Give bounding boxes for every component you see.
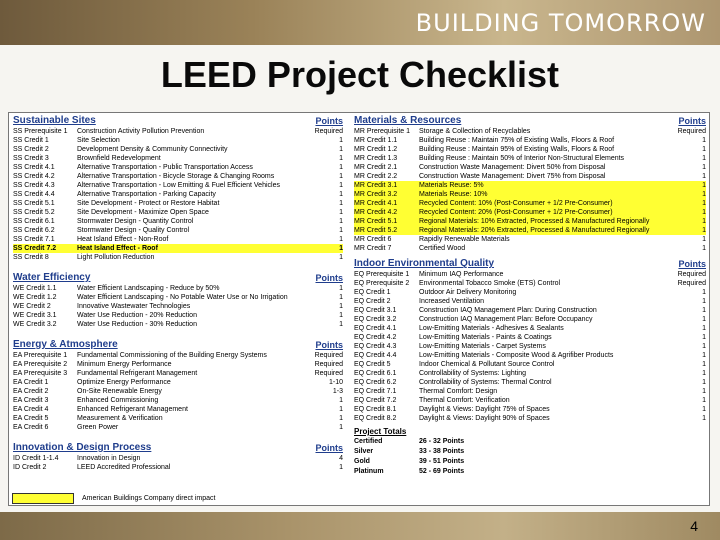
table-row (13, 284, 343, 293)
table-row (13, 145, 343, 154)
credit-code: EA Prerequisite 1 (13, 352, 68, 359)
legend (12, 493, 215, 504)
credit-points: 1 (339, 406, 343, 413)
table-row (13, 293, 343, 302)
credit-points: 1 (339, 424, 343, 431)
credit-name: Rapidly Renewable Materials (419, 236, 510, 243)
left-column (13, 115, 343, 472)
credit-points: 4 (339, 455, 343, 462)
table-row (354, 369, 706, 378)
table-row (354, 306, 706, 315)
table-row (354, 145, 706, 154)
credit-name: Enhanced Refrigerant Management (77, 406, 188, 413)
project-totals (354, 427, 706, 477)
credit-points: 1-3 (332, 388, 343, 395)
credit-code: EQ Credit 6.2 (354, 379, 397, 386)
credit-points: 1 (702, 316, 706, 323)
credit-code: MR Credit 5.1 (354, 218, 398, 225)
credit-code: MR Credit 5.2 (354, 227, 398, 234)
section-heading (354, 115, 706, 127)
table-row (354, 244, 706, 253)
table-row (13, 423, 343, 432)
table-row (13, 127, 343, 136)
credit-points: 1 (339, 200, 343, 207)
credit-name: Construction IAQ Management Plan: Before Occupancy (419, 316, 593, 323)
credit-code: EA Credit 2 (13, 388, 49, 395)
table-row (354, 127, 706, 136)
credit-code: EQ Credit 8.1 (354, 406, 397, 413)
table-row (13, 172, 343, 181)
credit-points: 1 (339, 464, 343, 471)
points-header: Points (315, 116, 343, 126)
credit-code: MR Credit 1.1 (354, 137, 398, 144)
credit-points: 1 (702, 245, 706, 252)
credit-points: 1 (702, 343, 706, 350)
credit-code: EQ Credit 8.2 (354, 415, 397, 422)
credit-points: 1 (339, 294, 343, 301)
table-row (13, 369, 343, 378)
table-row (13, 253, 343, 262)
credit-points: 1 (702, 155, 706, 162)
credit-points: Required (677, 280, 706, 287)
credit-points: 1 (702, 325, 706, 332)
totals-range: 52 - 69 Points (419, 468, 465, 475)
credit-name: Materials Reuse: 10% (419, 191, 488, 198)
credit-name: Thermal Comfort: Design (419, 388, 498, 395)
credit-code: MR Credit 4.1 (354, 200, 398, 207)
credit-code: MR Credit 3.1 (354, 182, 398, 189)
table-row (354, 387, 706, 396)
credit-code: MR Credit 6 (354, 236, 392, 243)
credit-name: Heat Island Effect - Roof (77, 245, 158, 252)
credit-name: Site Development - Maximize Open Space (77, 209, 209, 216)
section-heading (13, 339, 343, 351)
credit-name: Construction Waste Management: Divert 75% from Disposal (419, 173, 606, 180)
credit-name: LEED Accredited Professional (77, 464, 171, 471)
table-row (354, 342, 706, 351)
credit-code: SS Credit 4.1 (13, 164, 55, 171)
credit-points: 1 (339, 164, 343, 171)
credit-name: Innovation in Design (77, 455, 141, 462)
table-row (354, 288, 706, 297)
credit-code: SS Credit 2 (13, 146, 49, 153)
credit-points: Required (314, 352, 343, 359)
credit-name: Optimize Energy Performance (77, 379, 171, 386)
credit-points: 1 (702, 298, 706, 305)
credit-points: 1 (702, 164, 706, 171)
section-sustainable-sites (13, 115, 343, 262)
credit-name: Fundamental Commissioning of the Building Energy Systems (77, 352, 267, 359)
table-row (354, 297, 706, 306)
credit-points: 1 (339, 209, 343, 216)
credit-points: 1 (702, 182, 706, 189)
credit-code: EQ Credit 4.1 (354, 325, 397, 332)
credit-code: EA Credit 1 (13, 379, 49, 386)
credit-name: On-Site Renewable Energy (77, 388, 162, 395)
credit-code: EA Credit 5 (13, 415, 49, 422)
credit-code: EA Credit 4 (13, 406, 49, 413)
credit-points: 1 (339, 173, 343, 180)
table-row (354, 270, 706, 279)
credit-code: MR Credit 1.3 (354, 155, 398, 162)
totals-level: Gold (354, 458, 370, 465)
credit-points: 1 (339, 218, 343, 225)
credit-code: SS Credit 3 (13, 155, 49, 162)
table-row (13, 311, 343, 320)
credit-points: 1 (702, 218, 706, 225)
points-header: Points (315, 443, 343, 453)
table-row (354, 360, 706, 369)
table-row (354, 226, 706, 235)
table-row (354, 378, 706, 387)
credit-name: Low-Emitting Materials - Adhesives & Sealants (419, 325, 564, 332)
points-header: Points (678, 116, 706, 126)
right-column (354, 115, 706, 477)
credit-points: 1 (339, 146, 343, 153)
legend-swatch (12, 493, 74, 504)
credit-points: 1 (702, 397, 706, 404)
credit-name: Building Reuse : Maintain 75% of Existing Walls, Floors & Roof (419, 137, 615, 144)
table-row (354, 136, 706, 145)
page-number: 4 (690, 518, 698, 534)
page-title: LEED Project Checklist (160, 54, 560, 95)
table-row (354, 217, 706, 226)
table-row (13, 387, 343, 396)
table-row (354, 396, 706, 405)
legend-text: American Buildings Company direct impact (82, 495, 216, 502)
points-header: Points (315, 273, 343, 283)
credit-code: SS Credit 6.1 (13, 218, 55, 225)
table-row (354, 405, 706, 414)
credit-name: Development Density & Community Connectivity (77, 146, 228, 153)
credit-points: 1 (702, 146, 706, 153)
credit-name: Building Reuse : Maintain 50% of Interior Non-Structural Elements (419, 155, 625, 162)
credit-points: 1 (339, 285, 343, 292)
credit-code: SS Credit 4.4 (13, 191, 55, 198)
credit-points: 1 (339, 303, 343, 310)
credit-name: Controllability of Systems: Thermal Control (419, 379, 552, 386)
table-row (354, 181, 706, 190)
totals-level: Certified (354, 438, 383, 445)
table-row (354, 333, 706, 342)
credit-points: 1 (339, 182, 343, 189)
brand-title: BUILDING TOMORROW (415, 9, 706, 37)
credit-name: Outdoor Air Delivery Monitoring (419, 289, 517, 296)
table-row (354, 154, 706, 163)
credit-points: 1 (702, 352, 706, 359)
credit-points: 1 (702, 200, 706, 207)
credit-code: EQ Credit 4.4 (354, 352, 397, 359)
credit-points: 1 (702, 209, 706, 216)
credit-points: 1 (702, 379, 706, 386)
section-materials-resources (354, 115, 706, 253)
credit-code: SS Credit 5.1 (13, 200, 55, 207)
credit-code: EQ Credit 7.2 (354, 397, 397, 404)
credit-name: Alternative Transportation - Bicycle Storage & Changing Rooms (77, 173, 275, 180)
credit-points: 1 (702, 137, 706, 144)
table-row (13, 351, 343, 360)
credit-name: Materials Reuse: 5% (419, 182, 484, 189)
credit-code: EQ Credit 4.3 (354, 343, 397, 350)
credit-name: Increased Ventilation (419, 298, 484, 305)
credit-name: Minimum Energy Performance (77, 361, 172, 368)
credit-code: MR Prerequisite 1 (354, 128, 411, 135)
credit-points: 1 (339, 155, 343, 162)
credit-code: SS Credit 7.1 (13, 236, 55, 243)
credit-points: 1 (339, 227, 343, 234)
credit-points: Required (677, 128, 706, 135)
section-heading (13, 115, 343, 127)
credit-code: ID Credit 2 (13, 464, 47, 471)
credit-name: Recycled Content: 20% (Post-Consumer + 1/2 Pre-Consumer) (419, 209, 613, 216)
credit-name: Stormwater Design - Quality Control (77, 227, 190, 234)
credit-code: MR Credit 2.1 (354, 164, 398, 171)
credit-name: Water Use Reduction - 30% Reduction (77, 321, 197, 328)
table-row (13, 454, 343, 463)
credit-code: MR Credit 1.2 (354, 146, 398, 153)
credit-name: Measurement & Verification (77, 415, 163, 422)
credit-code: EQ Credit 4.2 (354, 334, 397, 341)
credit-name: Low-Emitting Materials - Paints & Coatings (419, 334, 552, 341)
credit-code: SS Prerequisite 1 (13, 128, 68, 135)
credit-points: Required (314, 361, 343, 368)
totals-range: 39 - 51 Points (419, 458, 465, 465)
credit-code: SS Credit 5.2 (13, 209, 55, 216)
credit-code: SS Credit 4.2 (13, 173, 55, 180)
totals-range: 33 - 38 Points (419, 448, 465, 455)
points-header: Points (315, 340, 343, 350)
credit-points: 1 (702, 361, 706, 368)
credit-code: EQ Credit 1 (354, 289, 391, 296)
credit-code: SS Credit 7.2 (13, 245, 57, 252)
table-row (13, 463, 343, 472)
credit-name: Alternative Transportation - Low Emitting & Fuel Efficient Vehicles (77, 182, 280, 189)
credit-code: SS Credit 4.3 (13, 182, 55, 189)
credit-code: EA Prerequisite 3 (13, 370, 68, 377)
credit-code: WE Credit 1.1 (13, 285, 57, 292)
credit-name: Water Efficient Landscaping - No Potable Water Use or No Irrigation (77, 294, 288, 301)
credit-code: EQ Prerequisite 2 (354, 280, 410, 287)
credit-points: Required (314, 128, 343, 135)
section-title: Indoor Environmental Quality (354, 258, 495, 269)
credit-code: WE Credit 2 (13, 303, 51, 310)
totals-range: 26 - 32 Points (419, 438, 465, 445)
table-row (13, 320, 343, 329)
section-title: Materials & Resources (354, 115, 462, 126)
credit-name: Brownfield Redevelopment (77, 155, 161, 162)
table-row (13, 154, 343, 163)
credit-points: 1 (339, 236, 343, 243)
credit-name: Water Use Reduction - 20% Reduction (77, 312, 197, 319)
section-title: Sustainable Sites (13, 115, 96, 126)
credit-name: Controllability of Systems: Lighting (419, 370, 526, 377)
table-row (13, 414, 343, 423)
credit-name: Environmental Tobacco Smoke (ETS) Control (419, 280, 561, 287)
section-title: Energy & Atmosphere (13, 339, 118, 350)
credit-points: 1 (339, 191, 343, 198)
credit-code: WE Credit 3.2 (13, 321, 57, 328)
credit-code: EA Credit 3 (13, 397, 49, 404)
credit-points: 1 (702, 289, 706, 296)
table-row (13, 405, 343, 414)
credit-code: EA Credit 6 (13, 424, 49, 431)
credit-points: 1 (702, 388, 706, 395)
credit-points: 1 (702, 227, 706, 234)
credit-points: 1 (339, 245, 343, 252)
checklist-sheet (8, 112, 710, 506)
table-row (13, 378, 343, 387)
credit-points: 1 (702, 406, 706, 413)
credit-name: Low-Emitting Materials - Composite Wood & Agrifiber Products (419, 352, 614, 359)
table-row (13, 181, 343, 190)
credit-code: EQ Credit 3.2 (354, 316, 397, 323)
credit-name: Enhanced Commissioning (77, 397, 159, 404)
credit-code: EQ Credit 7.1 (354, 388, 397, 395)
credit-name: Construction Activity Pollution Prevention (77, 128, 205, 135)
table-row (354, 235, 706, 244)
table-row (13, 199, 343, 208)
credit-name: Construction Waste Management: Divert 50% from Disposal (419, 164, 606, 171)
credit-name: Thermal Comfort: Verification (419, 397, 510, 404)
credit-code: EA Prerequisite 2 (13, 361, 68, 368)
credit-name: Certified Wood (419, 245, 466, 252)
credit-name: Minimum IAQ Performance (419, 271, 504, 278)
credit-name: Construction IAQ Management Plan: During Construction (419, 307, 597, 314)
credit-points: 1 (702, 236, 706, 243)
table-row (13, 360, 343, 369)
credit-code: MR Credit 7 (354, 245, 392, 252)
credit-points: 1-10 (328, 379, 343, 386)
credit-name: Stormwater Design - Quantity Control (77, 218, 194, 225)
credit-points: Required (677, 271, 706, 278)
credit-points: 1 (339, 137, 343, 144)
credit-name: Green Power (77, 424, 119, 431)
credit-points: 1 (702, 415, 706, 422)
credit-name: Innovative Wastewater Technologies (77, 303, 191, 310)
section-heading (13, 442, 343, 454)
credit-name: Heat Island Effect - Non-Roof (77, 236, 169, 243)
points-header: Points (678, 259, 706, 269)
credit-name: Storage & Collection of Recyclables (419, 128, 531, 135)
credit-points: Required (314, 370, 343, 377)
credit-points: 1 (702, 307, 706, 314)
credit-code: EQ Credit 2 (354, 298, 391, 305)
credit-name: Regional Materials: 10% Extracted, Processed & Manufactured Regionally (419, 218, 650, 225)
totals-level: Platinum (354, 468, 384, 475)
credit-name: Light Pollution Reduction (77, 254, 155, 261)
credit-name: Site Selection (77, 137, 120, 144)
credit-points: 1 (702, 334, 706, 341)
table-row (13, 235, 343, 244)
credit-name: Alternative Transportation - Public Transportation Access (77, 164, 253, 171)
credit-name: Recycled Content: 10% (Post-Consumer + 1/2 Pre-Consumer) (419, 200, 613, 207)
credit-name: Regional Materials: 20% Extracted, Processed & Manufactured Regionally (419, 227, 650, 234)
table-row (13, 163, 343, 172)
header-bar (0, 0, 720, 45)
table-row (354, 351, 706, 360)
table-row (13, 244, 343, 253)
table-row (354, 315, 706, 324)
credit-code: SS Credit 8 (13, 254, 49, 261)
credit-points: 1 (702, 370, 706, 377)
credit-name: Building Reuse : Maintain 95% of Existing Walls, Floors & Roof (419, 146, 615, 153)
credit-points: 1 (702, 173, 706, 180)
credit-code: SS Credit 6.2 (13, 227, 55, 234)
credit-code: EQ Credit 6.1 (354, 370, 397, 377)
credit-points: 1 (339, 254, 343, 261)
section-title: Innovation & Design Process (13, 442, 152, 453)
credit-code: EQ Credit 3.1 (354, 307, 397, 314)
table-row (354, 172, 706, 181)
table-row (354, 208, 706, 217)
table-row (13, 226, 343, 235)
credit-points: 1 (339, 397, 343, 404)
table-row (354, 199, 706, 208)
credit-code: WE Credit 1.2 (13, 294, 57, 301)
table-row (13, 217, 343, 226)
section-title: Water Efficiency (13, 272, 91, 283)
credit-code: MR Credit 4.2 (354, 209, 398, 216)
credit-name: Daylight & Views: Daylight 90% of Spaces (419, 415, 550, 422)
credit-name: Fundamental Refrigerant Management (77, 370, 198, 377)
table-row (13, 396, 343, 405)
credit-name: Indoor Chemical & Pollutant Source Control (419, 361, 555, 368)
credit-code: MR Credit 3.2 (354, 191, 398, 198)
credit-code: WE Credit 3.1 (13, 312, 57, 319)
table-row (13, 208, 343, 217)
totals-title: Project Totals (354, 427, 407, 436)
credit-code: EQ Prerequisite 1 (354, 271, 410, 278)
credit-code: SS Credit 1 (13, 137, 49, 144)
credit-points: 1 (702, 191, 706, 198)
credit-name: Daylight & Views: Daylight 75% of Spaces (419, 406, 550, 413)
table-row (354, 324, 706, 333)
credit-name: Water Efficient Landscaping - Reduce by 50% (77, 285, 220, 292)
credit-code: MR Credit 2.2 (354, 173, 398, 180)
credit-code: ID Credit 1-1.4 (13, 455, 59, 462)
credit-points: 1 (339, 312, 343, 319)
table-row (13, 190, 343, 199)
section-water-efficiency (13, 272, 343, 329)
credit-name: Alternative Transportation - Parking Capacity (77, 191, 216, 198)
table-row (354, 279, 706, 288)
section-heading (354, 258, 706, 270)
footer-bar (0, 512, 720, 540)
totals-level: Silver (354, 448, 374, 455)
credit-name: Low-Emitting Materials - Carpet Systems (419, 343, 546, 350)
table-row (13, 302, 343, 311)
table-row (354, 414, 706, 423)
credit-code: EQ Credit 5 (354, 361, 391, 368)
table-row (354, 190, 706, 199)
section-indoor-environmental-quality (354, 258, 706, 423)
section-innovation-design (13, 442, 343, 472)
table-row (13, 136, 343, 145)
credit-points: 1 (339, 321, 343, 328)
section-heading (13, 272, 343, 284)
section-energy-atmosphere (13, 339, 343, 432)
credit-name: Site Development - Protect or Restore Habitat (77, 200, 220, 207)
credit-points: 1 (339, 415, 343, 422)
table-row (354, 163, 706, 172)
